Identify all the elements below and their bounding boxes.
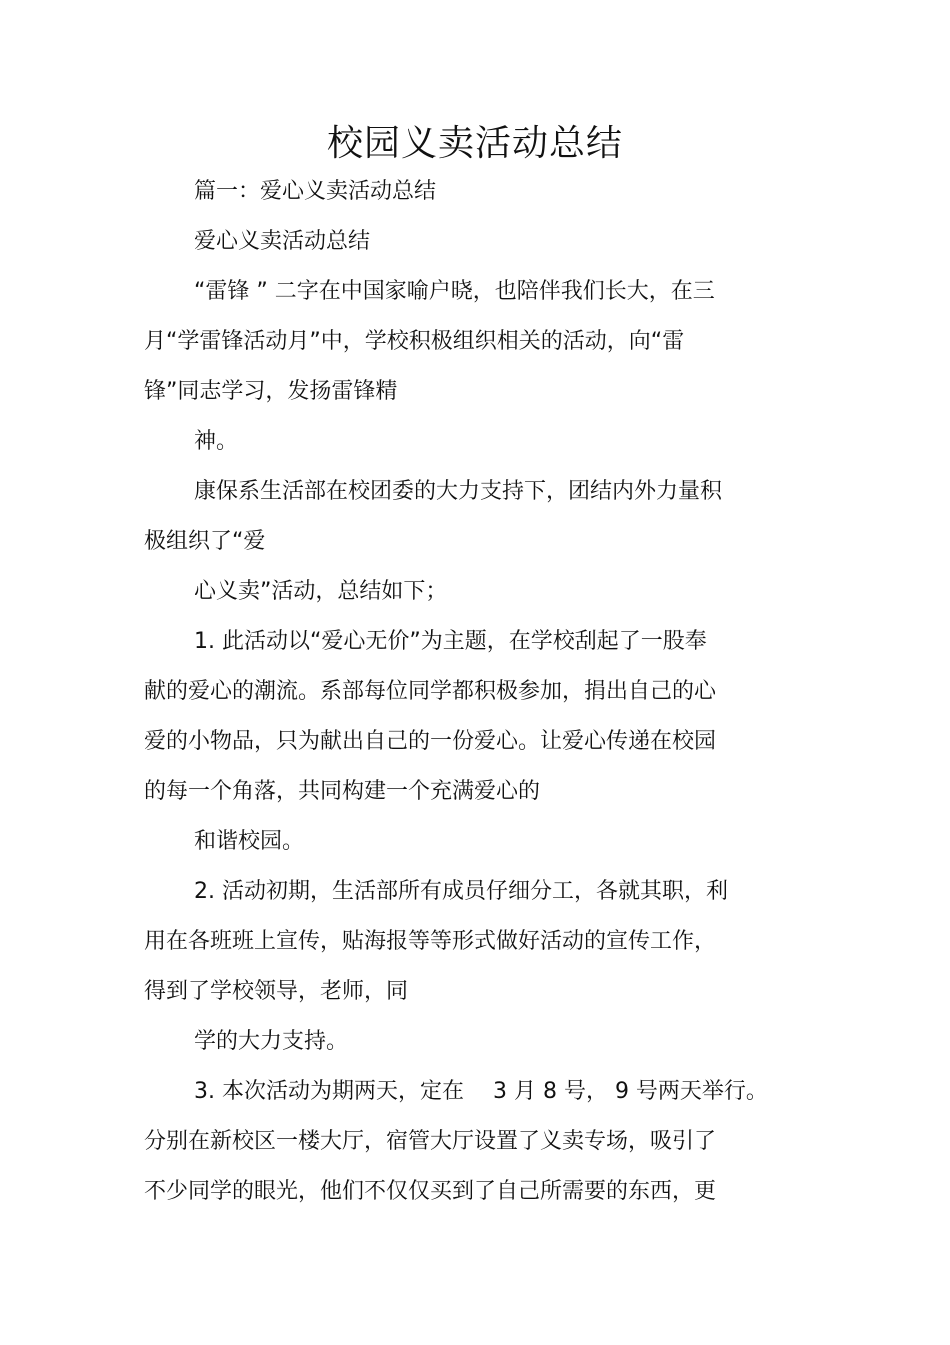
paragraph-line: 极组织了“爱: [144, 529, 266, 554]
paragraph-line: 学的大力支持。: [194, 1029, 349, 1054]
paragraph-line: 爱的小物品，只为献出自己的一份爱心。让爱心传递在校园: [144, 729, 717, 754]
section-heading: 篇一：爱心义卖活动总结: [194, 179, 437, 204]
paragraph-line: 3. 本次活动为期两天，定在 3 月 8 号， 9 号两天举行。: [194, 1079, 768, 1104]
paragraph-line: 和谐校园。: [194, 829, 305, 854]
paragraph-line: 用在各班班上宣传，贴海报等等形式做好活动的宣传工作，: [144, 929, 717, 954]
paragraph-line: 不少同学的眼光，他们不仅仅买到了自己所需要的东西，更: [144, 1179, 717, 1204]
document-title: 校园义卖活动总结: [326, 123, 623, 164]
paragraph-line: 2. 活动初期，生活部所有成员仔细分工，各就其职，利: [194, 879, 728, 904]
paragraph-line: 1. 此活动以“爱心无价”为主题，在学校刮起了一股奉: [194, 629, 707, 654]
paragraph-line: 月“学雷锋活动月”中，学校积极组织相关的活动，向“雷: [144, 329, 685, 354]
paragraph-line: 康保系生活部在校团委的大力支持下，团结内外力量积: [194, 479, 723, 504]
paragraph-line: 献的爱心的潮流。系部每位同学都积极参加，捐出自己的心: [144, 679, 717, 704]
paragraph-line: 锋”同志学习，发扬雷锋精: [144, 379, 398, 404]
paragraph-line: 爱心义卖活动总结: [194, 229, 371, 254]
paragraph-line: 神。: [194, 429, 239, 454]
paragraph-line: 的每一个角落，共同构建一个充满爱心的: [144, 779, 541, 804]
paragraph-line: 分别在新校区一楼大厅，宿管大厅设置了义卖专场，吸引了: [144, 1129, 717, 1154]
paragraph-line: 得到了学校领导，老师，同: [144, 979, 409, 1004]
paragraph-line: “雷锋 ” 二字在中国家喻户晓，也陪伴我们长大，在三: [194, 279, 715, 304]
paragraph-line: 心义卖”活动，总结如下；: [194, 579, 448, 604]
